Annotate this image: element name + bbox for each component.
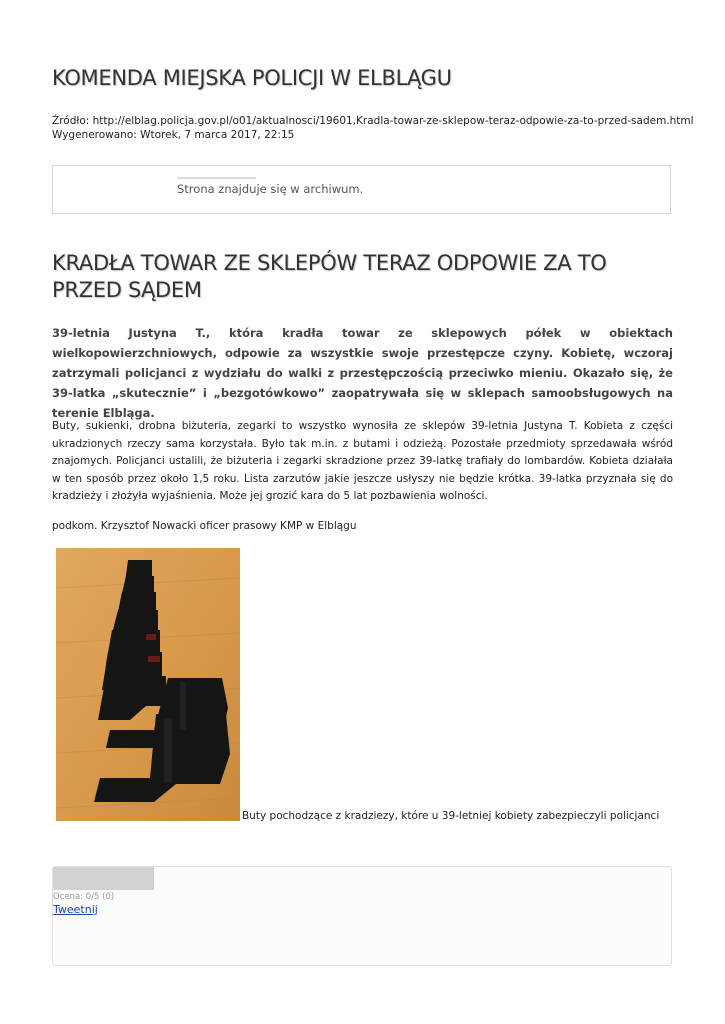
article-lead: 39-letnia Justyna T., która kradła towar ze sklepowych półek w obiektach wielkopowierzchniowych, odpowie za wszystkie swoje przestępcze czyny. Kobietę, wczoraj zatrzymali policjanci z wydziału do walki z przestępczością przeciwko mieniu. Okazało się, że 39-latka „skutecznie” i „bezgotówkowo” zaopatrywała się w sklepach samoobsługowych na terenie Elbląga. — [52, 326, 673, 420]
article-body: Buty, sukienki, drobna biżuteria, zegarki to wszystko wynosiła ze sklepów 39-letnia Justyna T. Kobieta z części ukradzionych rzeczy sama korzystała. Było tak m.in. z butami i odzieżą. Pozostałe przedmioty sprzedawała wśród znajomych. Policjanci ustalili, że biżuteria i zegarki skradzione przez 39-latkę trafiały do lombardów. Kobieta działała w ten sposób przez około 1,5 roku. Lista zarzutów jakie jeszcze usłyszy nie będzie krótka. 39-latka przyznała się do kradzieży i złożyła wyjaśnienia. Może jej grozić kara do 5 lat pozbawienia wolności. — [52, 420, 673, 503]
photo-caption: Buty pochodzące z kradziezy, które u 39-letniej kobiety zabezpieczyli policjanci — [242, 810, 660, 822]
rating-box — [52, 866, 672, 966]
archive-notice-box — [52, 165, 671, 214]
generated-line: Wygenerowano: Wtorek, 7 marca 2017, 22:15 — [52, 129, 295, 141]
article-title: KRADŁA TOWAR ZE SKLEPÓW TERAZ ODPOWIE ZA TO PRZED SĄDEM — [52, 251, 607, 302]
archive-notice: Strona znajduje się w archiwum. — [177, 182, 364, 196]
boots-photo-image — [56, 548, 240, 821]
rating-score: Ocena: 0/5 (0) — [53, 892, 115, 902]
article-photo[interactable] — [56, 548, 240, 821]
source-line: Źródło: http://elblag.policja.gov.pl/o01/aktualnosci/19601,Kradla-towar-ze-sklepow-teraz-odpowie-za-to-przed-sadem.html — [52, 115, 694, 127]
site-title: KOMENDA MIEJSKA POLICJI W ELBLĄGU — [52, 66, 452, 90]
rating-stars[interactable] — [53, 867, 154, 890]
source-meta — [52, 114, 694, 142]
article-signature: podkom. Krzysztof Nowacki oficer prasowy KMP w Elblągu — [52, 520, 357, 532]
tweet-link[interactable]: Tweetnij — [53, 903, 98, 916]
archive-divider — [177, 177, 256, 179]
